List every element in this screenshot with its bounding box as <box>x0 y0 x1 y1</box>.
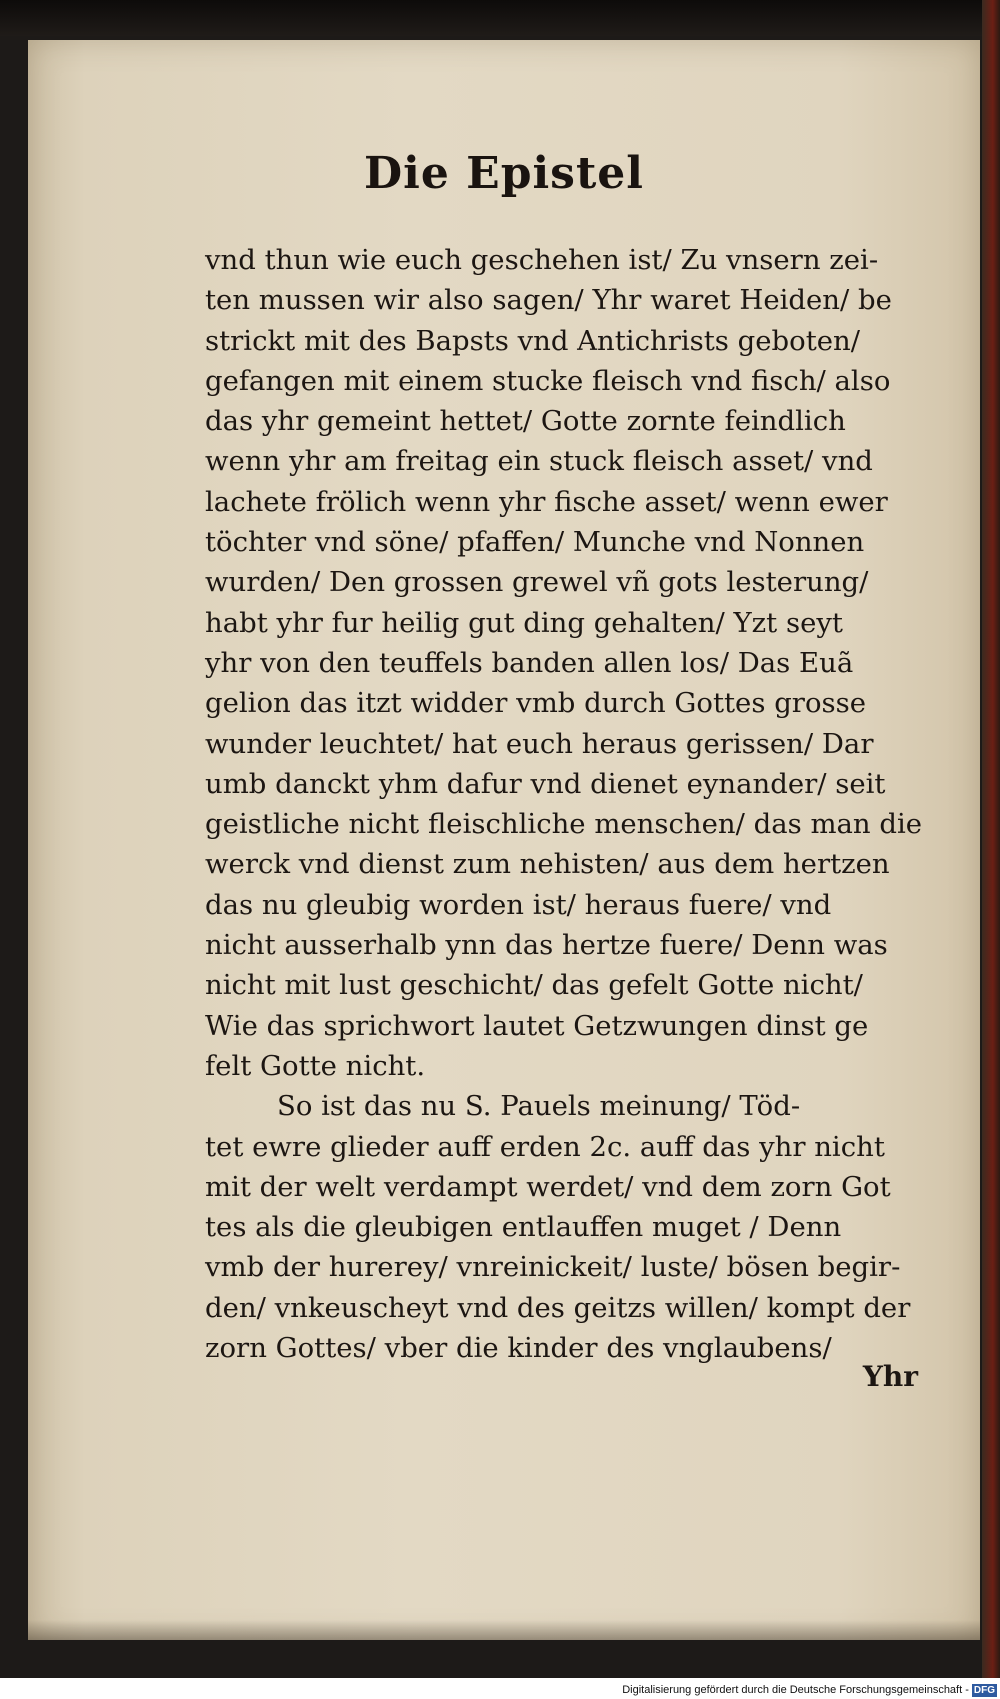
dfg-logo: DFG <box>973 1684 995 1696</box>
text-line: töchter vnd söne/ pfaffen/ Munche vnd Nonnen <box>205 526 865 559</box>
text-line: mit der welt verdampt werdet/ vnd dem zorn Got <box>205 1170 891 1203</box>
text-line: vmb der hurerey/ vnreinickeit/ luste/ bösen begir- <box>205 1251 901 1284</box>
book-page <box>28 40 980 1640</box>
text-line: wurden/ Den grossen grewel vñ gots lesterung/ <box>205 566 869 599</box>
text-line: strickt mit des Bapsts vnd Antichrists geboten/ <box>205 324 861 357</box>
scan-top-edge <box>0 0 1000 36</box>
text-line: zorn Gottes/ vber die kinder des vnglaubens/ <box>205 1332 832 1365</box>
page-heading: Die Epistel <box>363 148 644 199</box>
text-line: felt Gotte nicht. <box>205 1049 426 1082</box>
text-line: umb danckt yhm dafur vnd dienet eynander/ seit <box>205 767 886 800</box>
text-line: wenn yhr am freitag ein stuck fleisch asset/ vnd <box>205 445 873 478</box>
text-line: Wie das sprichwort lautet Getzwungen dinst ge <box>205 1009 869 1042</box>
text-line: werck vnd dienst zum nehisten/ aus dem hertzen <box>205 848 890 881</box>
text-line: vnd thun wie euch geschehen ist/ Zu vnsern zei- <box>205 244 879 276</box>
text-line: tet ewre glieder auff erden 2c. auff das yhr nicht <box>205 1130 885 1163</box>
text-line: das nu gleubig worden ist/ heraus fuere/ vnd <box>205 888 832 921</box>
catchword: Yhr <box>862 1360 918 1393</box>
page-bottom-shadow <box>28 1620 980 1640</box>
text-line: lachete frölich wenn yhr fische asset/ wenn ewer <box>205 485 888 518</box>
text-line: nicht mit lust geschicht/ das gefelt Gotte nicht/ <box>205 969 863 1002</box>
digitization-footer <box>0 1681 997 1699</box>
text-line: gefangen mit einem stucke fleisch vnd fisch/ also <box>205 364 891 397</box>
text-line: wunder leuchtet/ hat euch heraus gerissen/ Dar <box>205 727 874 760</box>
footer-credit-text: Digitalisierung gefördert durch die Deutsche Forschungsgemeinschaft - <box>622 1684 969 1696</box>
text-line: gelion das itzt widder vmb durch Gottes grosse <box>205 687 866 720</box>
text-line: yhr von den teuffels banden allen los/ Das Euã <box>205 646 854 679</box>
text-line: nicht ausserhalb ynn das hertze fuere/ Denn was <box>205 929 888 962</box>
text-line: ten mussen wir also sagen/ Yhr waret Heiden/ be <box>205 284 892 317</box>
book-binding-edge <box>982 0 1000 1678</box>
text-line: den/ vnkeuscheyt vnd des geitzs willen/ kompt der <box>205 1291 911 1324</box>
text-line: tes als die gleubigen entlauffen muget / Denn <box>205 1211 842 1244</box>
page-body-text <box>205 240 923 1368</box>
text-line: habt yhr fur heilig gut ding gehalten/ Yzt seyt <box>205 606 843 639</box>
text-line-indented: So ist das nu S. Pauels meinung/ Töd- <box>277 1090 801 1123</box>
text-line: das yhr gemeint hettet/ Gotte zornte feindlich <box>205 405 846 438</box>
text-line: geistliche nicht fleischliche menschen/ das man die <box>205 808 923 841</box>
